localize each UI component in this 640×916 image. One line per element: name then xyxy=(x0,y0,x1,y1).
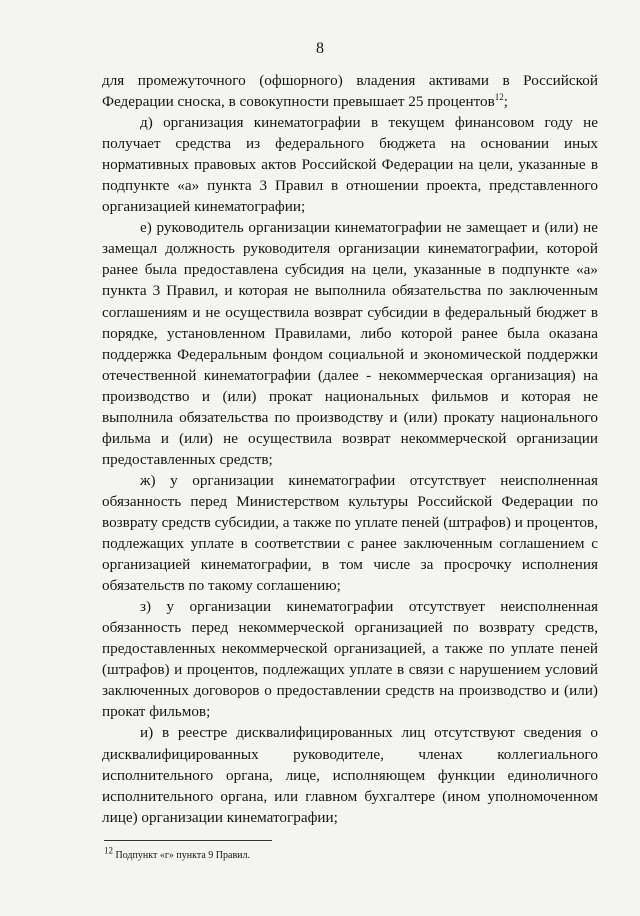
paragraph-z: з) у организации кинематографии отсутствует неисполненная обязанность перед некоммерческой организацией по возврату средств, предоставленных некоммерческой организацией, а также по уплате пеней (штрафов) и процентов, подлежащих уплате в связи с нарушением условий заключенных договоров о предоставлении средств на производство и (или) прокат фильмов; xyxy=(102,598,598,721)
footnote-text: Подпункт «г» пункта 9 Правил. xyxy=(113,850,251,861)
intro-end: ; xyxy=(503,93,509,111)
paragraph-zh: ж) у организации кинематографии отсутствует неисполненная обязанность перед Министерством культуры Российской Федерации по возврату средств субсидии, а также по уплате пеней (штрафов) и процентов, подлежащих уплате в соответствии с ранее заключенным соглашением с организацией кинематографии, в том числе за просрочку исполнения обязательств по такому соглашению; xyxy=(102,471,598,595)
paragraph-e: е) руководитель организации кинематографии не замещает и (или) не замещал должность руководителя организации кинематографии, которой ранее была предоставлена субсидия на цели, указанные в подпункте «а» пункта 3 Правил, и которая не выполнила обязательства по заключенным соглашениям и не осуществила возврат субсидии в федеральный бюджет в порядке, установленном Правилами, либо которой ранее была оказана поддержка Федеральным фондом социальной и экономической поддержки отечественной кинематографии (далее - некоммерческая организация) на производство и (или) прокат национальных фильмов и которая не выполнила обязательства по производству и (или) прокату национального фильма и (или) не осуществила возврат некоммерческой организации предоставленных средств; xyxy=(102,219,598,468)
footnote-mark: 12 xyxy=(104,845,113,856)
paragraph-d: д) организация кинематографии в текущем финансовом году не получает средства из федерального бюджета на основании иных нормативных правовых актов Российской Федерации на цели, указанные в подпункте «а» пункта 3 Правил в отношении проекта, представленного организацией кинематографии; xyxy=(102,114,598,216)
footnote xyxy=(104,845,251,862)
document-body xyxy=(102,70,598,828)
paragraph-continuation xyxy=(102,70,598,112)
paragraph-i: и) в реестре дисквалифицированных лиц отсутствуют сведения о дисквалифицированных руководителе, членах коллегиального исполнительного органа, лице, исполняющем функции единоличного исполнительного органа, или главном бухгалтере (ином уполномоченном лице) организации кинематографии; xyxy=(102,724,598,826)
page-number: 8 xyxy=(316,40,324,57)
intro-text: для промежуточного (офшорного) владения активами в Российской Федерации сноска, в совокупности превышает 25 процентов xyxy=(102,72,598,111)
footnote-separator xyxy=(104,840,272,841)
footnote-reference: 12 xyxy=(494,91,504,102)
